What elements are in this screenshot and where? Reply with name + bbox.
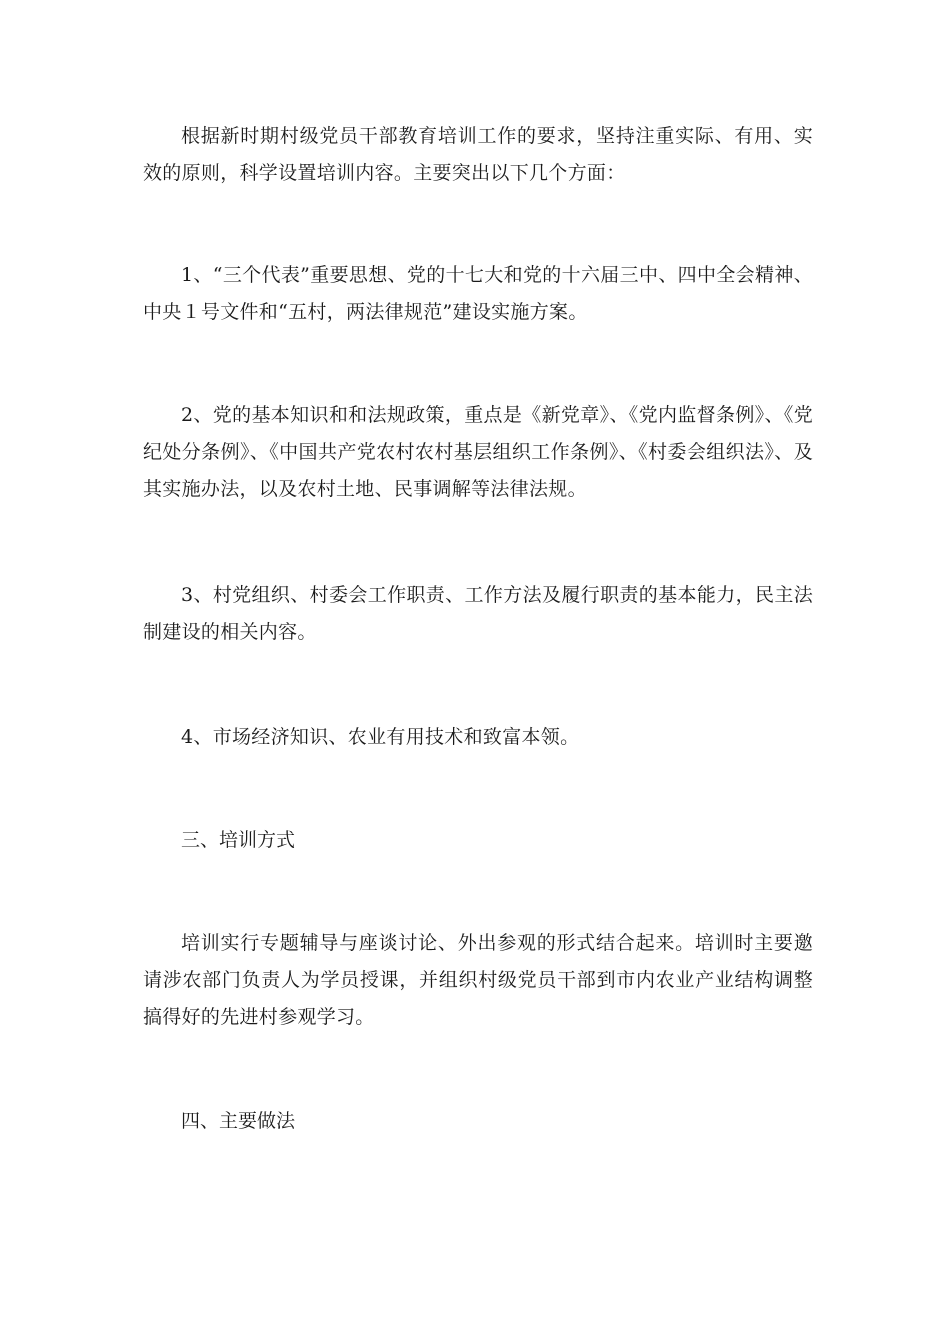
- paragraph-item-2: 2、党的基本知识和和法规政策，重点是《新党章》、《党内监督条例》、《党纪处分条例》、《中国共产党农村农村基层组织工作条例》、《村委会组织法》、及其实施办法，以及农村土地、民事调解等法律法规。: [143, 404, 813, 500]
- section-heading-4: 四、主要做法: [181, 1110, 296, 1132]
- paragraph-intro: 根据新时期村级党员干部教育培训工作的要求，坚持注重实际、有用、实效的原则，科学设置培训内容。主要突出以下几个方面：: [143, 125, 813, 184]
- paragraph-method: 培训实行专题辅导与座谈讨论、外出参观的形式结合起来。培训时主要邀请涉农部门负责人为学员授课，并组织村级党员干部到市内农业产业结构调整搞得好的先进村参观学习。: [143, 932, 813, 1028]
- paragraph-item-4: 4、市场经济知识、农业有用技术和致富本领。: [181, 726, 580, 748]
- section-heading-3: 三、培训方式: [181, 829, 296, 851]
- paragraph-item-3: 3、村党组织、村委会工作职责、工作方法及履行职责的基本能力，民主法制建设的相关内容。: [143, 584, 813, 643]
- paragraph-item-1: 1、“三个代表”重要思想、党的十七大和党的十六届三中、四中全会精神、中央１号文件和“五村，两法律规范”建设实施方案。: [143, 264, 813, 323]
